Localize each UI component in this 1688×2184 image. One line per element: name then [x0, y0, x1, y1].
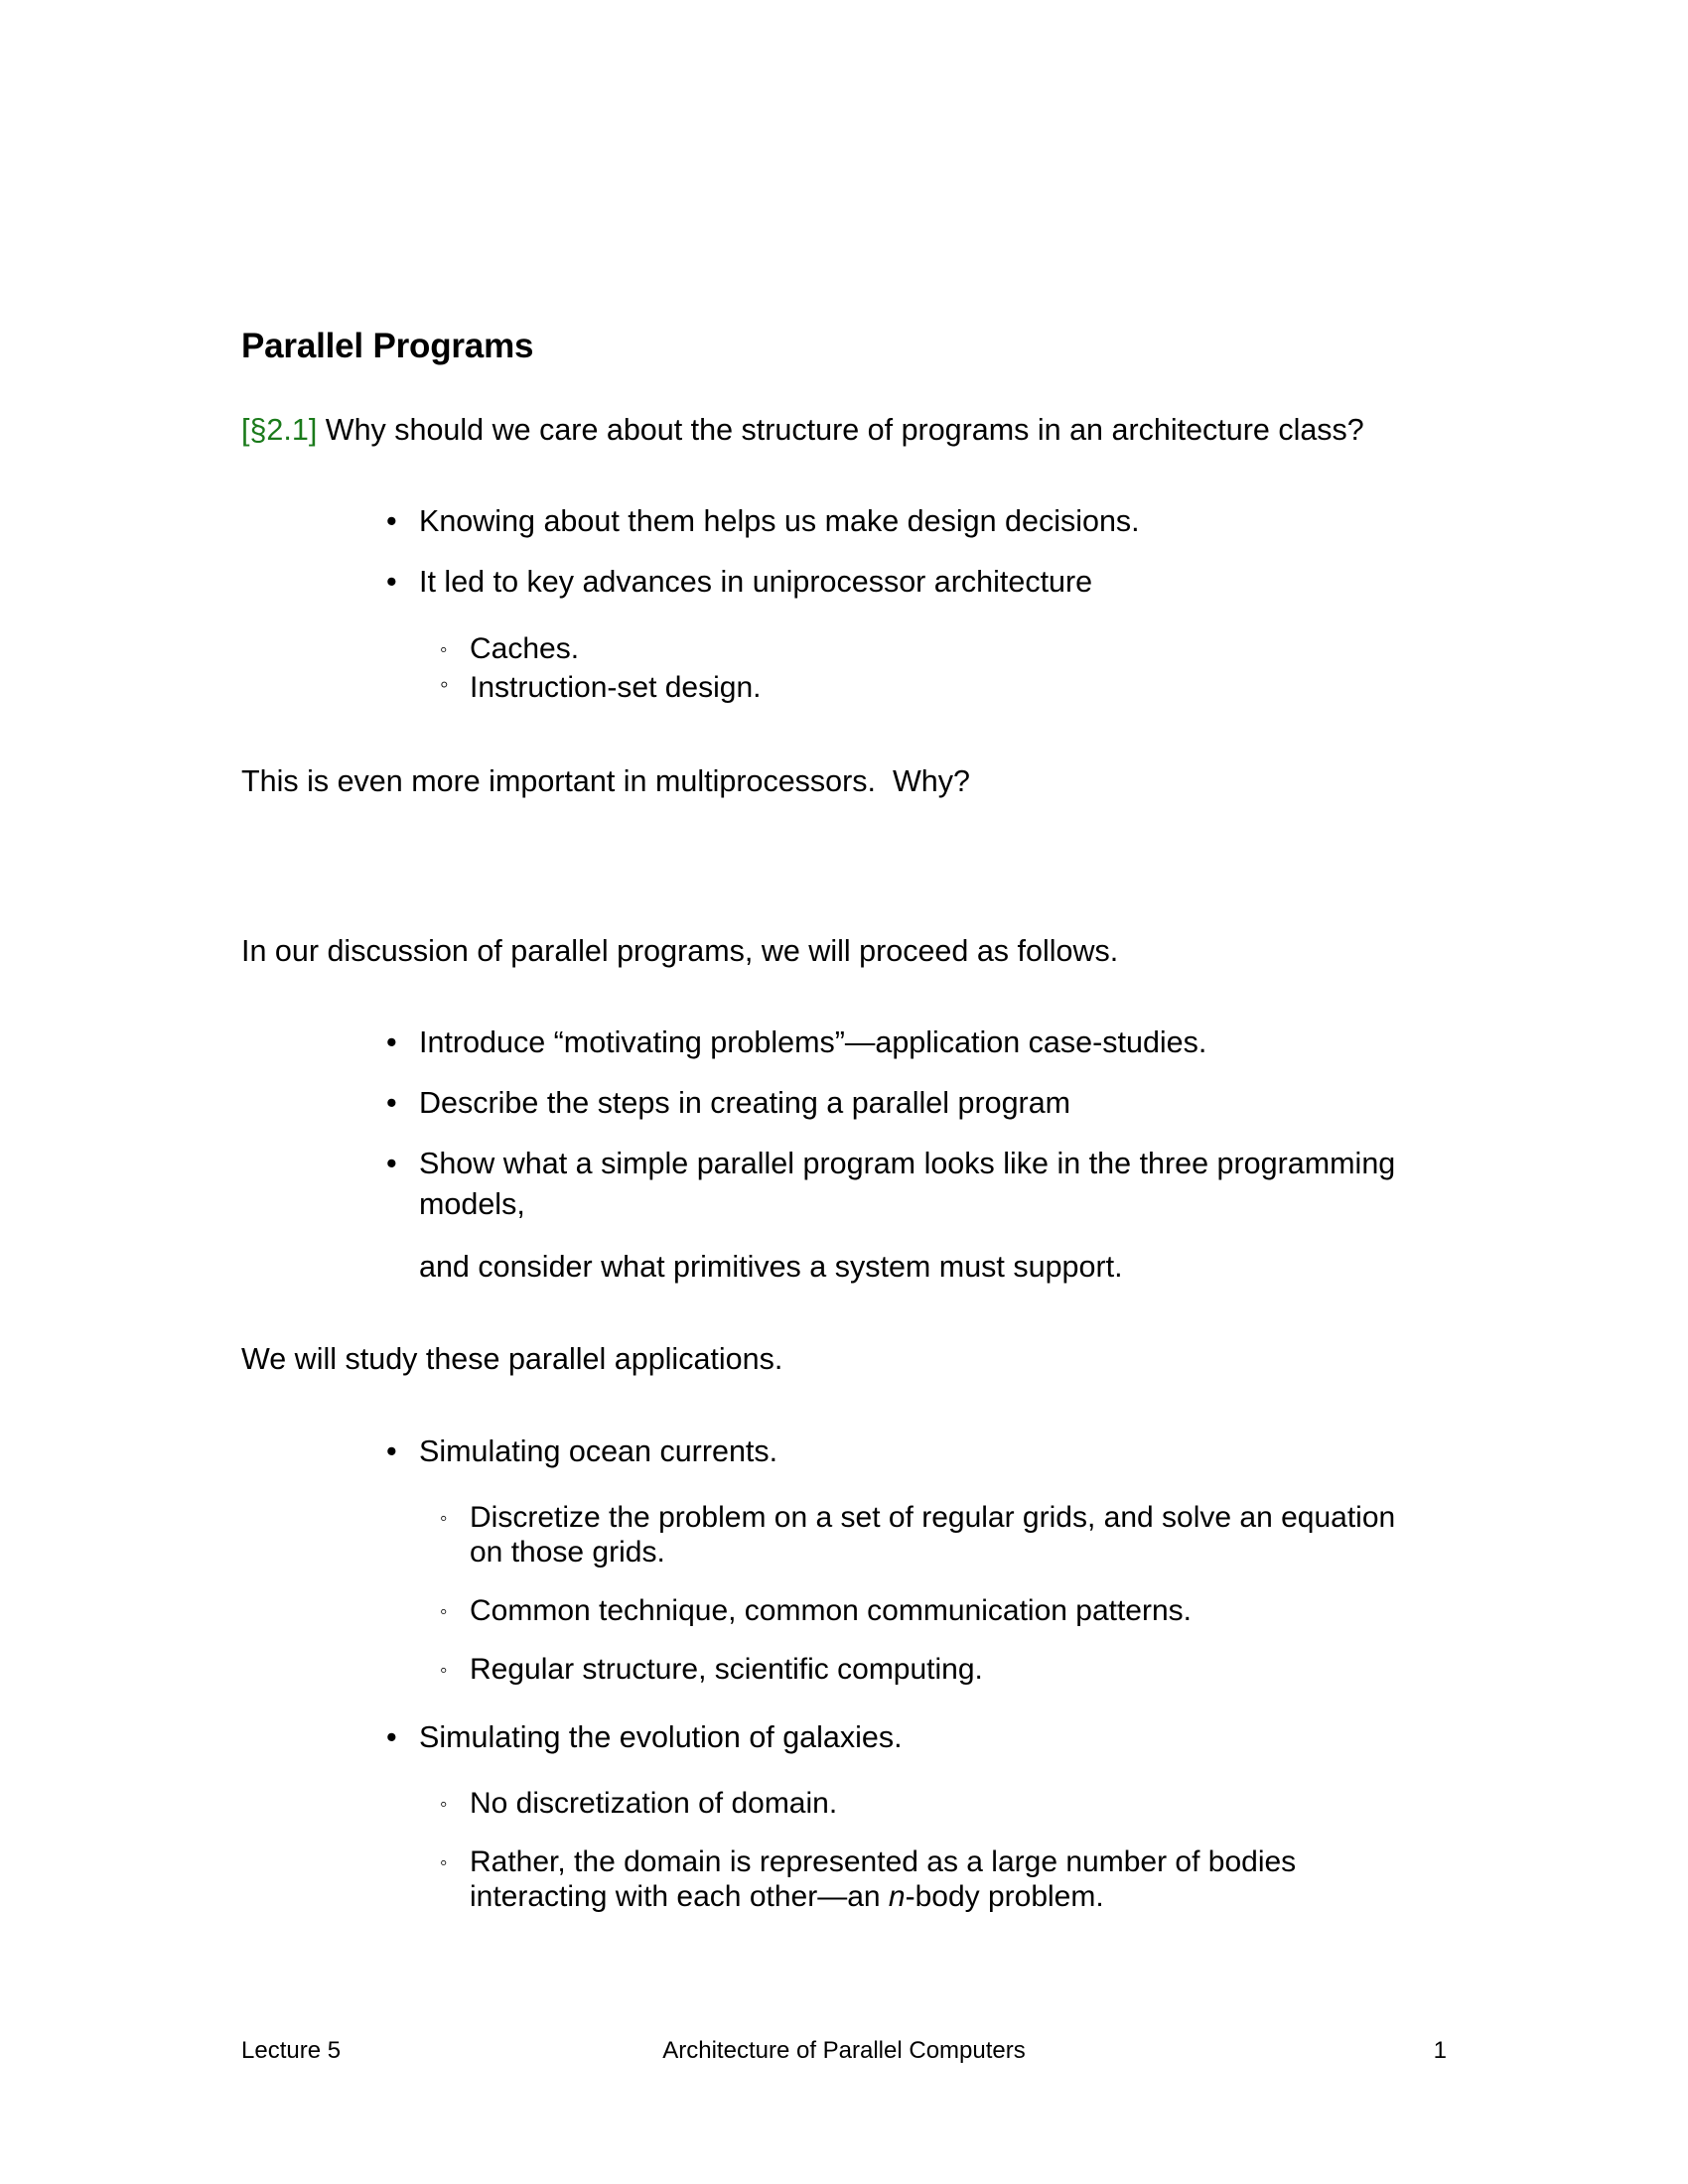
section-reference: [§2.1] [241, 412, 318, 447]
nbody-suffix: -body problem. [905, 1880, 1104, 1914]
bullet-circle-icon: ◦ [440, 1658, 448, 1682]
spacer [241, 1757, 1423, 1787]
uniprocessor-advances-list [241, 632, 1423, 706]
discussion-lead-in: In our discussion of parallel programs, we will proceed as follows. [241, 933, 1119, 968]
page-title: Parallel Programs [241, 327, 534, 365]
bullet-dot-icon: • [386, 1719, 397, 1754]
list-item-label: Common technique, common communication patterns. [470, 1594, 1193, 1627]
page-footer [241, 2034, 1447, 2068]
list-item [241, 1432, 1423, 1472]
list-item [241, 1845, 1423, 1915]
spacer [241, 1688, 1423, 1717]
list-item-label: Instruction-set design. [470, 670, 762, 704]
list-item [241, 632, 1423, 667]
list-item-label: Regular structure, scientific computing. [470, 1652, 983, 1686]
list-item [241, 1594, 1423, 1629]
list-item [241, 562, 1423, 603]
bullet-dot-icon: • [386, 504, 397, 539]
list-item [241, 1717, 1423, 1758]
bullet-circle-icon: ◦ [440, 1851, 448, 1875]
list-item-label: Discretize the problem on a set of regular grids, and solve an equation on those grids. [470, 1501, 1396, 1570]
spacer [241, 1471, 1423, 1501]
intro-text: Why should we care about the structure of programs in an architecture class? [317, 412, 1364, 447]
list-item [241, 1023, 1423, 1063]
nbody-prefix: Rather, the domain is represented as a large number of bodies interacting with each other—an [470, 1845, 1297, 1914]
multiprocessor-note: This is even more important in multiprocessors. Why? [241, 763, 970, 798]
list-item-label: Simulating ocean currents. [419, 1433, 778, 1468]
bullet-circle-icon: ◦ [440, 670, 449, 698]
bullet-circle-icon: ◦ [440, 638, 448, 662]
spacer [241, 710, 1423, 761]
spacer [241, 971, 1423, 1023]
list-item-label: Simulating the evolution of galaxies. [419, 1719, 903, 1754]
list-item [241, 1144, 1423, 1288]
bullet-dot-icon: • [386, 1433, 397, 1468]
spacer [241, 802, 1423, 931]
bullet-dot-icon: • [386, 1086, 397, 1121]
list-item-continuation: and consider what primitives a system must support. [419, 1249, 1123, 1284]
bullet-circle-icon: ◦ [440, 1600, 448, 1623]
ocean-details-list [241, 1501, 1423, 1687]
list-item-label: It led to key advances in uniprocessor architecture [419, 565, 1093, 600]
galaxy-details-list [241, 1787, 1423, 1914]
list-item-label: Introduce “motivating problems”—application case-studies. [419, 1025, 1207, 1060]
spacer [241, 1288, 1423, 1339]
spacer [241, 450, 1423, 501]
footer-lecture-label: Lecture 5 [241, 2037, 342, 2064]
list-item-label: Knowing about them helps us make design decisions. [419, 504, 1140, 539]
bullet-dot-icon: • [386, 565, 397, 600]
bullet-dot-icon: • [386, 1147, 397, 1181]
bullet-dot-icon: • [386, 1025, 397, 1060]
list-item [241, 1083, 1423, 1124]
list-item [241, 1501, 1423, 1570]
nbody-variable: n [888, 1880, 906, 1914]
reasons-list [241, 501, 1423, 603]
spacer [241, 603, 1423, 632]
list-item-label: Describe the steps in creating a parallel program [419, 1086, 1071, 1121]
applications-list-second [241, 1717, 1423, 1758]
footer-course-title: Architecture of Parallel Computers [662, 2037, 1026, 2064]
list-item-label [470, 1845, 1296, 1913]
list-item [241, 671, 1423, 706]
bullet-circle-icon: ◦ [440, 1793, 448, 1817]
bullet-circle-icon: ◦ [440, 1507, 448, 1531]
list-item-label: Caches. [470, 632, 580, 666]
intro-paragraph [241, 410, 1423, 451]
list-item-label: No discretization of domain. [470, 1787, 838, 1821]
footer-page-number: 1 [1433, 2037, 1447, 2064]
applications-lead-in: We will study these parallel applications. [241, 1341, 783, 1376]
spacer [241, 1380, 1423, 1432]
discussion-points-list [241, 1023, 1423, 1287]
list-item [241, 501, 1423, 542]
applications-list [241, 1432, 1423, 1472]
list-item-label: Show what a simple parallel program looks like in the three programming models, [419, 1147, 1396, 1221]
slide-content [241, 328, 1423, 1915]
list-item [241, 1653, 1423, 1688]
list-item [241, 1787, 1423, 1822]
